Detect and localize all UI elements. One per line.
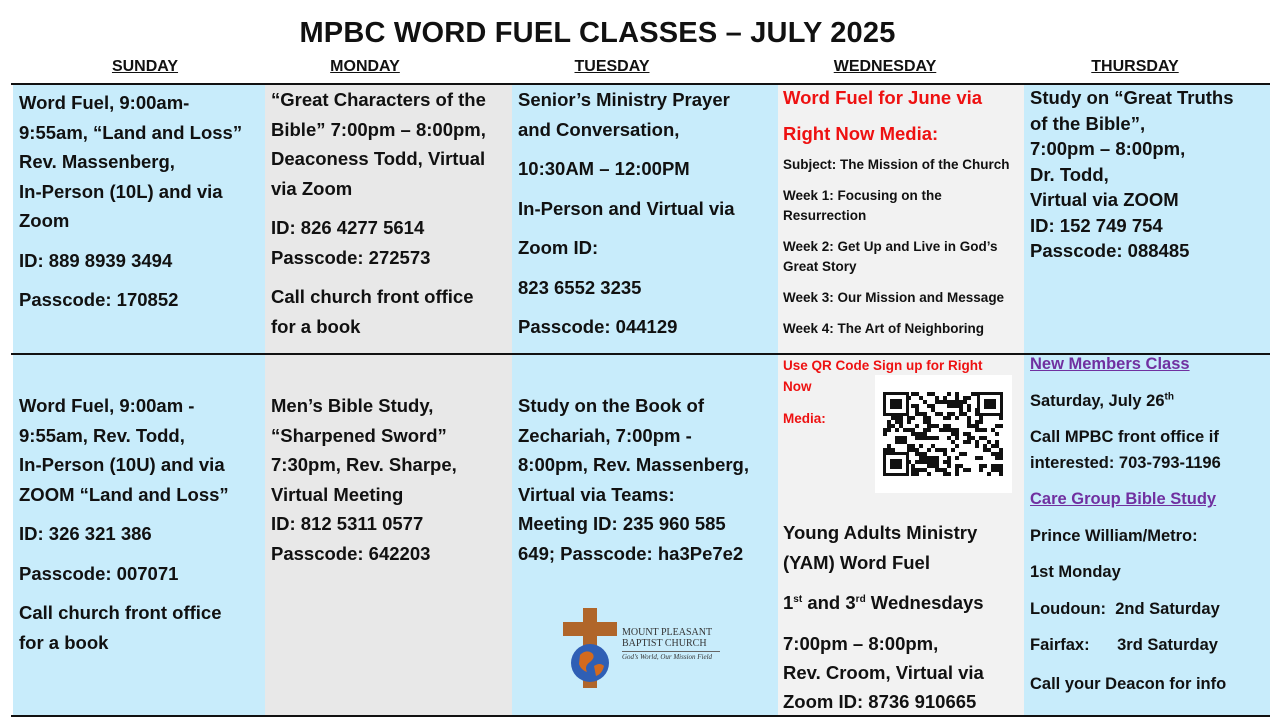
thu1-line3: 7:00pm – 8:00pm, [1030,138,1186,159]
sun2-line2: 9:55am, Rev. Todd, [19,424,185,446]
wed1-week4: Week 4: The Art of Neighboring [783,321,985,336]
tue1-id: 823 6552 3235 [518,276,642,298]
wed1-subject: Subject: The Mission of the Church [783,157,1010,172]
bottom-rule [11,715,1270,717]
mon2-line3: 7:30pm, Rev. Sharpe, [271,454,457,475]
wed2-qr3: Media: [783,411,826,426]
logo-line2: BAPTIST CHURCH [622,638,707,649]
mon1-line3: Deaconess Todd, Virtual [271,148,486,169]
cell-sunday-row1 [13,85,265,353]
tue1-line1: Senior’s Ministry Prayer [518,89,730,110]
wed2-first: 1 [783,592,794,613]
qr-code-box[interactable] [875,375,1012,493]
sun2-line4: ZOOM “Land and Loss” [19,483,229,505]
thu2-call1: Call MPBC front office if [1030,428,1219,446]
mon2-passcode: Passcode: 642203 [271,542,431,564]
wed2-time: 7:00pm – 8:00pm, [783,633,939,654]
tue1-mode: In-Person and Virtual via [518,197,735,219]
sun2-call2: for a book [19,631,109,653]
sun1-line5: Zoom [19,210,70,231]
tue2-line1: Study on the Book of [518,395,705,416]
tue2-line2: Zechariah, 7:00pm - [518,424,692,446]
mon1-passcode: Passcode: 272573 [271,246,431,268]
thu1-id: ID: 152 749 754 [1030,214,1163,236]
header-sunday: SUNDAY [111,58,179,75]
thu1-line4: Dr. Todd, [1030,163,1109,185]
wed2-qr2: Now [783,379,812,394]
cell-thursday-row2 [1024,355,1270,715]
thu1-line2: of the Bible”, [1030,112,1146,134]
sun2-passcode: Passcode: 007071 [19,562,179,584]
header-thursday: THURSDAY [1091,58,1179,75]
cell-monday-row1 [265,85,512,353]
mon1-id: ID: 826 4277 5614 [271,217,425,238]
tue1-zoom: Zoom ID: [518,237,599,258]
wed1-week2a: Week 2: Get Up and Live in God’s [783,239,998,254]
thu2-deacon: Call your Deacon for info [1030,675,1227,693]
wed2-first-sup: st [793,593,803,605]
thu2-fairfax: Fairfax: 3rd Saturday [1030,636,1218,654]
cross-globe-icon [560,608,620,692]
cell-sunday-row2 [13,355,265,715]
mon1-line2: Bible” 7:00pm – 8:00pm, [271,118,486,140]
cell-tuesday-row2 [512,355,778,715]
wed2-weds [783,588,984,618]
care-group-link[interactable]: Care Group Bible Study [1030,490,1217,508]
mon2-line4: Virtual Meeting [271,483,404,505]
mon2-line2: “Sharpened Sword” [271,424,447,446]
mon2-line1: Men’s Bible Study, [271,395,434,416]
logo-line1: MOUNT PLEASANT [622,627,713,638]
sun1-line3: Rev. Massenberg, [19,151,175,172]
thu2-date [1030,392,1174,411]
wed2-qr1: Use QR Code Sign up for Right [783,358,983,373]
tue2-line6: 649; Passcode: ha3Pe7e2 [518,542,744,564]
cell-tuesday-row1 [512,85,778,353]
tue1-line2: and Conversation, [518,118,680,140]
thu2-loudoun: Loudoun: 2nd Saturday [1030,600,1220,618]
mon1-line4: via Zoom [271,177,353,199]
sun1-id: ID: 889 8939 3494 [19,249,173,271]
wed1-week3: Week 3: Our Mission and Message [783,290,1005,305]
thu1-line5: Virtual via ZOOM [1030,189,1179,210]
wed1-red1: Word Fuel for June via [783,87,983,108]
cell-thursday-row1 [1024,85,1270,353]
wed2-croom: Rev. Croom, Virtual via [783,662,984,683]
header-wednesday: WEDNESDAY [833,58,937,75]
thu1-passcode: Passcode: 088485 [1030,240,1190,261]
wed2-and: and 3 [802,592,856,613]
thu2-date-text: Saturday, July 26 [1030,392,1165,410]
tue1-passcode: Passcode: 044129 [518,316,678,337]
logo-tagline: God’s World, Our Mission Field [622,653,713,661]
wed1-week1b: Resurrection [783,208,867,223]
thu2-pw: Prince William/Metro: [1030,527,1198,545]
church-logo [560,608,730,692]
tue1-time: 10:30AM – 12:00PM [518,158,690,179]
qr-code-icon[interactable] [883,391,1003,477]
wed1-week2b: Great Story [783,259,857,274]
sun1-line4: In-Person (10L) and via [19,180,223,202]
wed1-week1a: Week 1: Focusing on the [783,188,942,203]
thu2-pw-day: 1st Monday [1030,563,1121,581]
tue2-line3: 8:00pm, Rev. Massenberg, [518,454,749,475]
sun2-line1: Word Fuel, 9:00am - [19,395,195,416]
cell-wednesday-row2 [778,355,1024,715]
wed2-yam2: (YAM) Word Fuel [783,552,930,573]
wed2-yam1: Young Adults Ministry [783,522,978,543]
wed2-zoom: Zoom ID: 8736 910665 [783,691,977,712]
tue2-line4: Virtual via Teams: [518,483,675,505]
header-tuesday: TUESDAY [574,58,650,75]
wed2-weds-label: Wednesdays [865,592,984,613]
tue2-line5: Meeting ID: 235 960 585 [518,513,726,534]
sun1-line1: Word Fuel, 9:00am- [19,92,190,113]
new-members-link[interactable]: New Members Class [1030,355,1190,373]
mon1-call1: Call church front office [271,286,474,307]
mon1-line1: “Great Characters of the [271,89,486,110]
header-monday: MONDAY [330,58,400,75]
sun2-line3: In-Person (10U) and via [19,454,225,475]
logo-divider [622,651,720,652]
sun2-call1: Call church front office [19,602,222,623]
sun1-passcode: Passcode: 170852 [19,289,179,310]
mon2-id: ID: 812 5311 0577 [271,513,424,534]
thu2-call2: interested: 703-793-1196 [1030,454,1221,472]
thu1-line1: Study on “Great Truths [1030,87,1234,108]
page-title: MPBC WORD FUEL CLASSES – JULY 2025 [299,17,896,49]
cell-wednesday-row1 [778,85,1024,353]
thu2-date-sup: th [1164,391,1174,403]
sun1-line2: 9:55am, “Land and Loss” [19,121,243,143]
mon1-call2: for a book [271,315,361,337]
cell-monday-row2 [265,355,512,715]
wed2-third-sup: rd [855,593,866,605]
wed1-red2: Right Now Media: [783,123,939,144]
sun2-id: ID: 326 321 386 [19,523,152,544]
